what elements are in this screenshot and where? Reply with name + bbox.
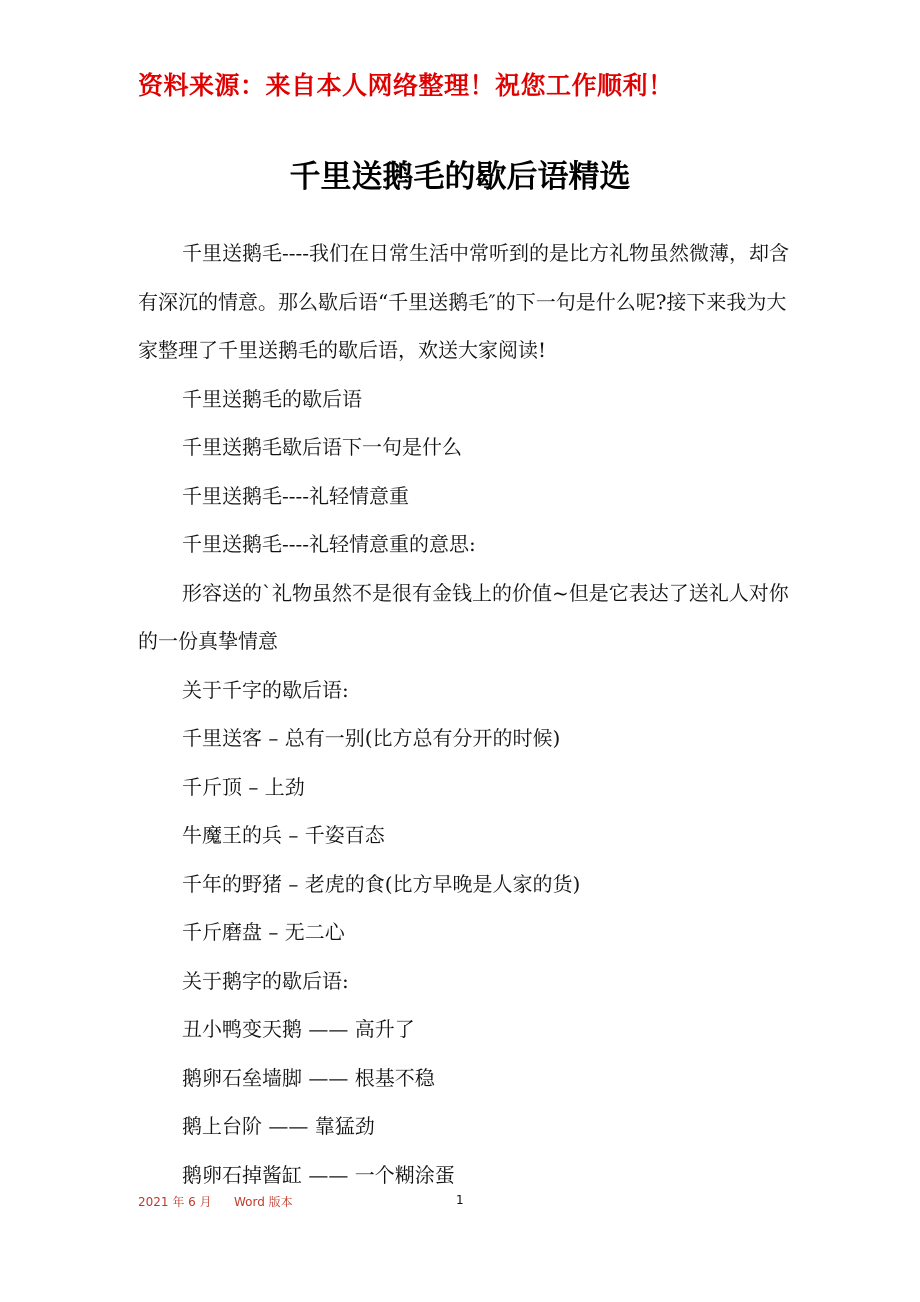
saying-item: 鹅卵石掉酱缸 —— 一个糊涂蛋 [182, 1162, 455, 1187]
footer-version: Word 版本 [234, 1195, 293, 1209]
saying-item: 丑小鸭变天鹅 —— 高升了 [182, 1017, 415, 1041]
paragraph: 千里送鹅毛----礼轻情意重 [182, 483, 410, 508]
source-banner: 资料来源：来自本人网络整理！祝您工作顺利！ [138, 71, 674, 100]
saying-item: 千斤磨盘 – 无二心 [182, 920, 345, 944]
section-heading-e: 关于鹅字的歇后语: [182, 968, 349, 993]
paragraph: 千里送鹅毛歇后语下一句是什么 [182, 435, 462, 459]
paragraph: 千里送鹅毛----礼轻情意重的意思: [182, 532, 476, 556]
saying-item: 牛魔王的兵 – 千姿百态 [182, 823, 385, 847]
document-body [138, 229, 798, 1199]
saying-item: 千年的野猪 – 老虎的食(比方早晚是人家的货) [182, 871, 581, 896]
page-footer [0, 1193, 920, 1213]
paragraph: 千里送鹅毛的歇后语 [182, 386, 362, 411]
paragraph: 形容送的`礼物虽然不是很有金钱上的价值~但是它表达了送礼人对你的一份真挚情意 [138, 580, 789, 653]
document-title: 千里送鹅毛的歇后语精选 [289, 159, 631, 195]
saying-item: 千里送客 – 总有一别(比方总有分开的时候) [182, 726, 561, 750]
saying-item: 千斤顶 – 上劲 [182, 774, 305, 799]
footer-date: 2021 年 6 月 [138, 1195, 212, 1209]
saying-item: 鹅上台阶 —— 靠猛劲 [182, 1114, 375, 1138]
section-heading-qian: 关于千字的歇后语: [182, 677, 349, 702]
page-number: 1 [456, 1193, 464, 1207]
intro-paragraph: 千里送鹅毛----我们在日常生活中常听到的是比方礼物虽然微薄，却含有深沉的情意。那么歇后语“千里送鹅毛″的下一句是什么呢?接下来我为大家整理了千里送鹅毛的歇后语，欢送大家阅读! [138, 241, 790, 362]
saying-item: 鹅卵石垒墙脚 —— 根基不稳 [182, 1065, 435, 1090]
